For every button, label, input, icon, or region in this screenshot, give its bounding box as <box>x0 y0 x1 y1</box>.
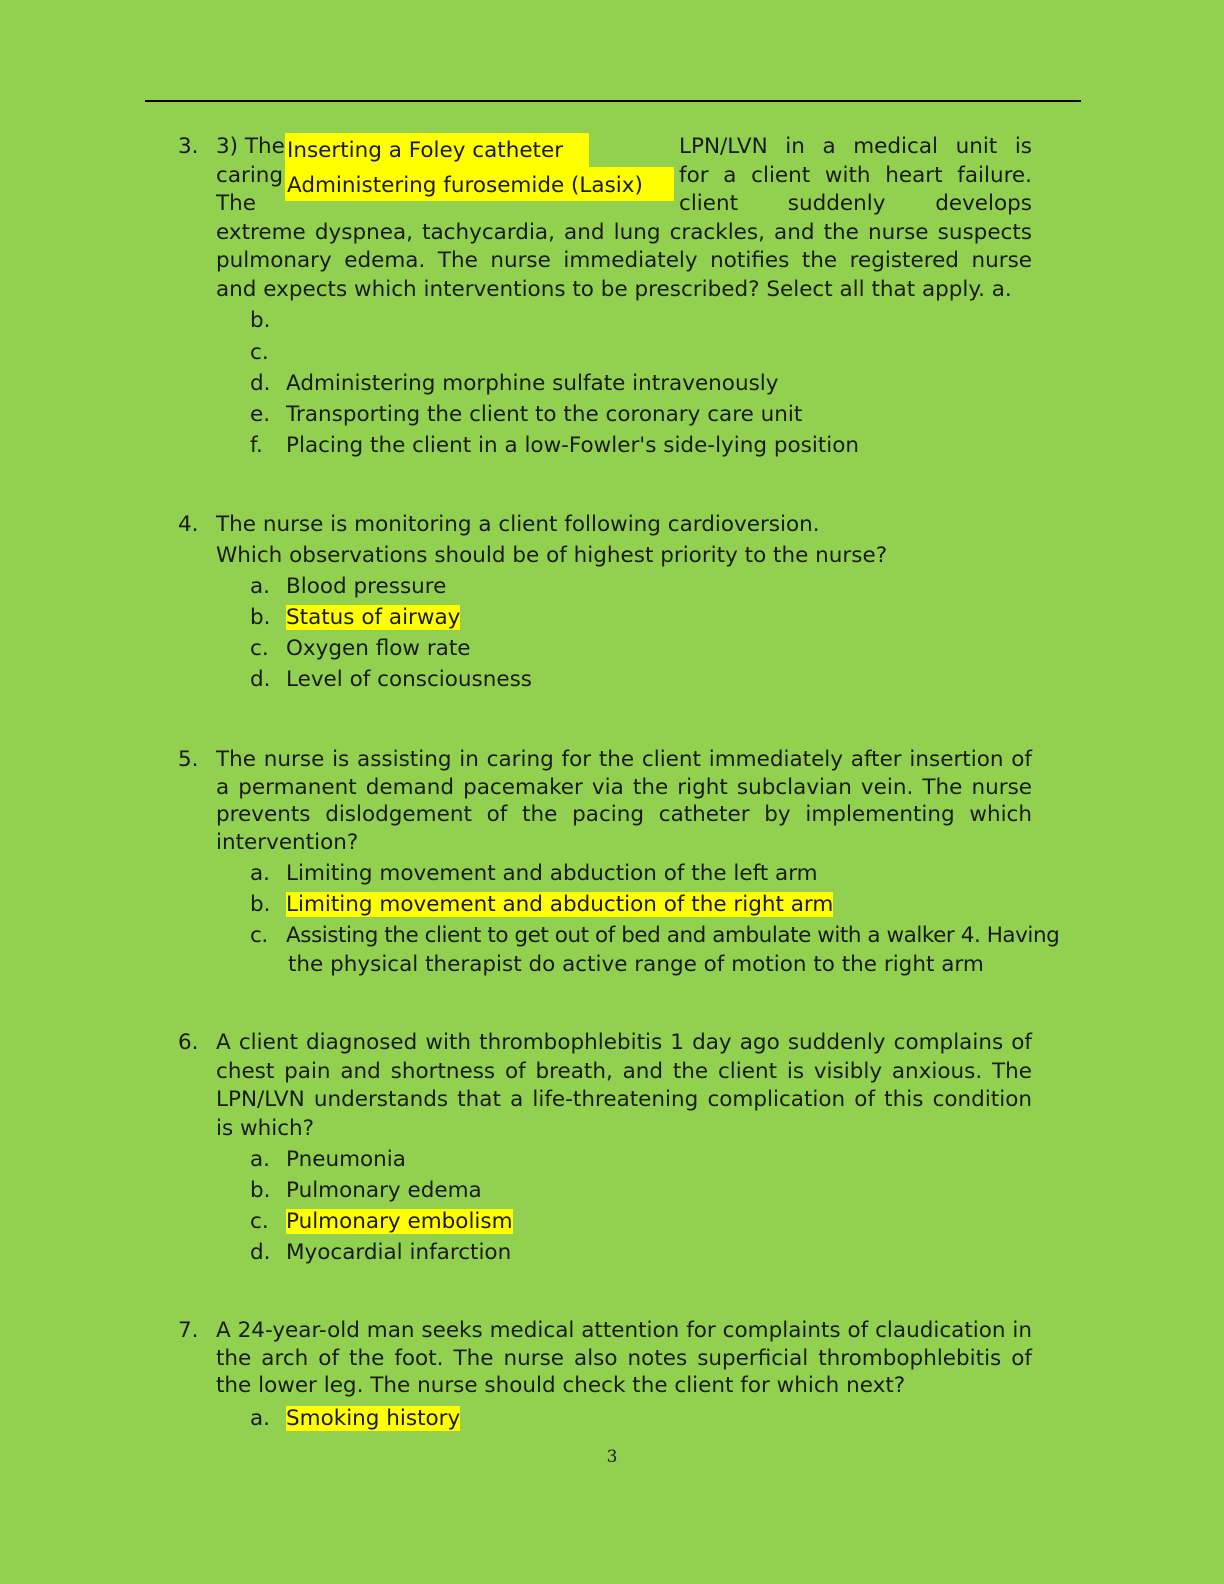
option: d. Administering morphine sulfate intravenously <box>250 371 779 396</box>
option: d. Myocardial infarction <box>250 1240 512 1265</box>
option: c. <box>250 340 269 365</box>
option-correct: a. Smoking history <box>250 1406 461 1431</box>
page-number: 3 <box>606 1447 618 1467</box>
option: b. <box>250 308 271 333</box>
option-continuation: the physical therapist do active range of motion to the right arm <box>288 952 984 977</box>
option: a. Pneumonia <box>250 1147 406 1172</box>
option: a. Blood pressure <box>250 574 447 599</box>
question-number: 6. <box>178 1030 199 1055</box>
question-number: 4. <box>178 512 199 537</box>
option: e. Transporting the client to the coronary care unit <box>250 402 803 427</box>
question-number: 7. <box>178 1318 199 1343</box>
option: c. Oxygen flow rate <box>250 636 471 661</box>
option: b. Pulmonary edema <box>250 1178 482 1203</box>
option-correct: b. Limiting movement and abduction of the right arm <box>250 892 834 917</box>
question-number: 5. <box>178 747 199 772</box>
option: a. Limiting movement and abduction of the left arm <box>250 861 818 886</box>
option: d. Level of consciousness <box>250 667 532 692</box>
question-stem: A 24-year-old man seeks medical attention for complaints of claudication in the arch of the foot. The nurse also notes superficial thrombophlebitis of the lower leg. The nurse should check the client for which next? <box>216 1318 1032 1398</box>
option: f. Placing the client in a low-Fowler's side-lying position <box>250 433 860 458</box>
option-correct: c. Pulmonary embolism <box>250 1209 513 1234</box>
stem-rest: extreme dyspnea, tachycardia, and lung crackles, and the nurse suspects pulmonary edema. The nurse immediately notifies the registered nurse and expects which interventions to be prescribed? Select all that apply. a. <box>216 219 1032 302</box>
stem-line-3: The client suddenly develops <box>216 191 1032 216</box>
question-stem: The nurse is monitoring a client following cardioversion. Which observations should be of highest priority to the nurse? <box>216 512 888 568</box>
stem-line-2: caring for a client with heart failure. <box>216 162 1032 188</box>
option-correct: b. Status of airway <box>250 605 461 630</box>
header-rule <box>145 100 1081 102</box>
highlighted-answer: Administering furosemide (Lasix) <box>285 167 674 201</box>
highlighted-answer: Inserting a Foley catheter <box>285 133 589 167</box>
question-number: 3. <box>178 134 199 159</box>
question-stem: The nurse is assisting in caring for the client immediately after insertion of a permanent demand pacemaker via the right subclavian vein. The nurse prevents dislodgement of the pacing catheter by implementing which intervention? <box>216 747 1032 855</box>
option: c. Assisting the client to get out of bed and ambulate with a walker 4. Having <box>250 923 1060 948</box>
stem-line-1: 3) The LPN/LVN in a medical unit is <box>216 134 1032 159</box>
question-stem: A client diagnosed with thrombophlebitis 1 day ago suddenly complains of chest pain and shortness of breath, and the client is visibly anxious. The LPN/LVN understands that a life-threatening complication of this condition is which? <box>216 1030 1032 1141</box>
